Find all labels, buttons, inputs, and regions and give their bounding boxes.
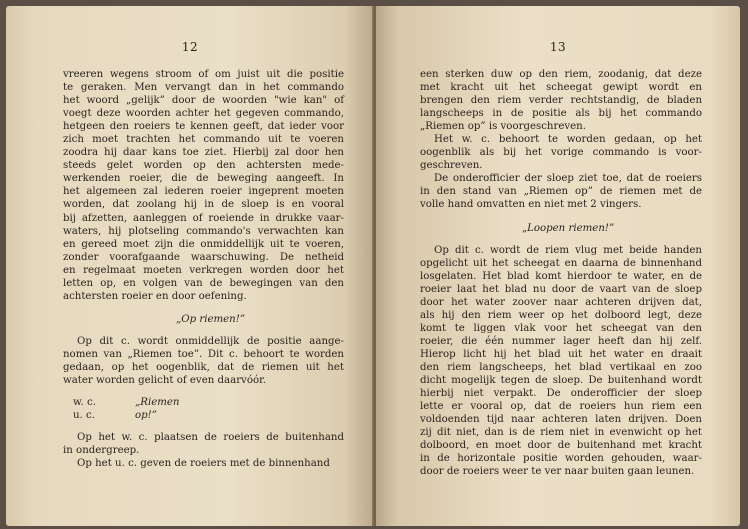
text-line: het algemeen zal iederen roeier ingeprent moeten (63, 186, 344, 198)
text-line: achtersten roeier en door oefening. (63, 290, 247, 302)
text-line: door het water zoover naar achteren drijven dat, (420, 296, 702, 308)
page-number: 12 (181, 40, 199, 54)
text-line: door de roeiers weer te ver naar buiten gaan leunen. (420, 466, 695, 478)
text-line: worden, dat zoolang hij in de sloep is en vooral (63, 199, 344, 211)
text-line: en regelmaat moeten verkregen worden door het (63, 264, 344, 276)
text-line: dicht mogelijk tegen de sloep. De buitenhand wordt (420, 375, 702, 387)
paragraph (420, 244, 702, 479)
text-line: hierbij niet verpakt. De onderofficier der sloep (420, 388, 702, 400)
text-line: lette er vooral op, dat de roeiers hun riem een (420, 401, 702, 413)
text-line: dolboord, en moet door de buitenhand met kracht (420, 440, 702, 452)
text-line: zij dit niet, dan is de riem niet in evenwicht op het (420, 427, 702, 439)
text-line: opgelicht uit het scheegat en daarna de binnenhand (420, 257, 702, 269)
text-line: met kracht uit het scheegat gewipt wordt en (420, 82, 702, 94)
text-line: bij afzetten, aanleggen of roeiende in drukke vaar- (63, 212, 344, 224)
command-abbr: u. c. (73, 410, 95, 422)
text-line: zoodra hij daar kans toe ziet. Hierbij zal door hen (63, 147, 344, 159)
page-body (63, 68, 344, 470)
command-word: op!” (135, 410, 157, 422)
command-abbr: w. c. (73, 397, 96, 409)
paragraph (63, 68, 344, 303)
section-heading: „Loopen riemen!” (521, 222, 615, 234)
text-line: waters, hij plotseling commando's verwachten kan (63, 225, 344, 237)
text-line: Op het u. c. geven de roeiers met de binnenhand (77, 458, 330, 470)
text-line: nomen van „Riemen toe”. Dit c. behoort te worden (63, 348, 344, 360)
text-line: geschreven. (420, 160, 483, 172)
text-line: als hij den riem weer op het dolboord legt, deze (420, 309, 702, 321)
text-line: in de horizontale positie worden gehouden, waar- (420, 453, 702, 465)
page-number: 13 (549, 40, 567, 54)
text-line: Hierop licht hij het blad uit het water en draait (420, 348, 702, 360)
paragraph (420, 68, 702, 133)
text-line: zonder voorafgaande waarschuwing. De netheid (63, 251, 344, 263)
text-line: werkenden roeier, die de beweging aangeeft. In (63, 173, 344, 185)
text-line: zich moet trachten het commando uit te voeren (63, 134, 344, 146)
right-page (376, 6, 740, 526)
command-list (63, 396, 344, 422)
text-line: langscheeps in de positie als bij het commando (420, 108, 702, 120)
paragraph (63, 457, 344, 470)
text-line: voldoenden tijd naar achteren laten drijven. Doen (420, 414, 702, 426)
text-line: vreeren wegens stroom of om juist uit die positie (63, 69, 344, 80)
text-line: voegt deze woorden achter het gegeven commando, (63, 108, 344, 120)
text-line: Op dit c. wordt de riem vlug met beide handen (434, 244, 702, 256)
paragraph (63, 431, 344, 457)
text-line: losgelaten. Het blad komt hierdoor te water, en de (420, 270, 702, 282)
text-line: „Riemen op” is voorgeschreven. (420, 121, 586, 133)
text-line: roeier laat het blad nu door de vaart van de sloep (420, 283, 702, 295)
command-row (63, 409, 344, 422)
text-line: water worden gelicht of even daarvóór. (63, 375, 267, 387)
text-line: den riem langscheeps, het blad vertikaal en zoo (420, 361, 702, 373)
text-line: een sterken duw op den riem, zoodanig, dat deze (420, 69, 702, 80)
text-line: te geraken. Men vervangt dan in het commando (63, 82, 344, 94)
text-line: in den stand van „Riemen op” de riemen met de (420, 186, 702, 198)
command-word: „Riemen (135, 397, 180, 409)
text-line: oogenblik als bij het vorige commando is voor- (420, 147, 702, 159)
text-line: volle hand omvatten en niet met 2 vingers. (420, 199, 642, 211)
text-line: het woord „gelijk” door de woorden "wie kan" of (63, 95, 344, 107)
paragraph (63, 335, 344, 387)
left-page (6, 6, 374, 526)
text-line: Het w. c. behoort te worden gedaan, op het (434, 134, 702, 146)
text-line: steeds gelet worden op den achtersten mede- (63, 160, 344, 172)
text-line: in ondergreep. (63, 445, 140, 457)
text-line: letten op, en volgen van de bewegingen van den (63, 277, 344, 289)
section-heading: „Op riemen!” (175, 313, 246, 325)
page-body (420, 68, 702, 478)
text-line: gedaan, op het oogenblik, dat de riemen uit het (63, 361, 344, 373)
text-line: Op het w. c. plaatsen de roeiers de buitenhand (77, 432, 344, 444)
text-line: brengen den riem verder rechtstandig, de bladen (420, 95, 702, 107)
paragraph (420, 172, 702, 211)
text-line: Op dit c. wordt onmiddellijk de positie aange- (77, 335, 344, 347)
text-line: roeier, die één nummer lager heeft dan hij zelf. (420, 335, 702, 347)
command-row (63, 396, 344, 409)
text-line: hetgeen den roeiers te kennen geeft, dat ieder voor (63, 121, 344, 133)
text-line: en gereed moet zijn die onmiddellijk uit te voeren, (63, 238, 344, 250)
paragraph (420, 133, 702, 172)
text-line: komt te liggen vlak voor het scheegat van den (420, 322, 702, 334)
text-line: De onderofficier der sloep ziet toe, dat de roeiers (434, 173, 702, 185)
